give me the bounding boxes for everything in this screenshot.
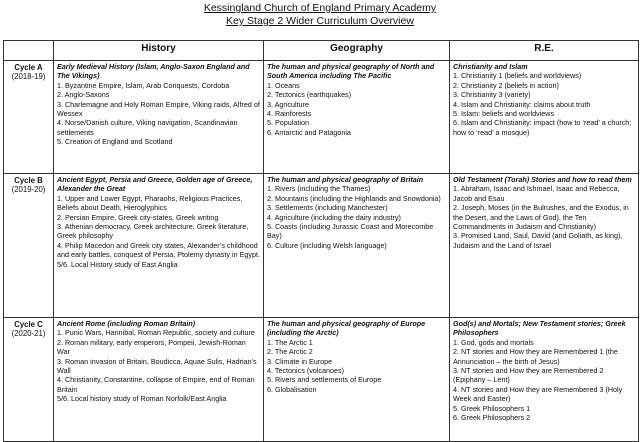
geography-cell [264,61,450,174]
geography-topic-heading: The human and physical geography of Britain [267,175,424,184]
history-item: 3. Athenian democracy, Greek architecture, Greek literature, Greek philosophy [57,222,249,241]
history-item: 2. Persian Empire, Greek city-states, Greek writing [57,212,219,222]
re-item: 1. God, gods and mortals [453,337,534,347]
column-header-history: History [54,41,264,61]
re-item: 3. Promised Land, Saul, David (and Goliath, as king), Judaism and the Land of Israel [453,231,623,250]
geography-topic-heading: The human and physical geography of North and South America including The Pacific [267,62,435,81]
cycle-name: Cycle C [14,320,43,329]
history-item: 1. Upper and Lower Egypt, Pharaohs, Religious Practices, Beliefs about Death, Hieroglyphics [57,193,243,213]
column-header-cycle [4,41,54,61]
table-row-cycle-c [4,318,639,442]
re-item: 3. NT stories and How they are Remembered 2 (Epiphany – Lent) [453,366,604,385]
re-item: 1. Abraham, Isaac and Ishmael, Isaac and Rebecca, Jacob and Esau [453,184,620,203]
geography-topic-heading: The human and physical geography of Europe (including the Arctic) [267,319,426,338]
re-item: 5. Greek Philosophers 1 [453,403,531,413]
re-topic-heading: Christianity and Islam [453,62,528,71]
geography-cell [264,174,450,318]
re-item: 6. Greek Philosophers 2 [453,413,531,423]
geography-item: 5. Population [267,118,309,128]
geography-item: 1. The Arctic 1 [267,337,313,347]
geography-item: 2. The Arctic 2 [267,347,313,357]
geography-item: 1. Rivers (including the Thames) [267,184,371,194]
re-cell [450,61,639,174]
history-item: 2. Roman military, early emperors, Pompeii, Jewish-Roman War [57,337,246,357]
re-cell [450,174,639,318]
re-item: 2. Joseph, Moses (in the Bulrushes, and the Exodus, in the Desert, and the Laws of God), the Ten Commandments in Judaism and Christianity) [453,203,629,232]
history-item: 4. Philip Macedon and Greek city states, Alexander’s childhood and early battles, conquest of Persia, Ptolemy dynasty in Egypt. [57,240,260,260]
history-cell [54,174,264,318]
history-item: 3. Roman invasion of Britain, Boudicca, Aquae Sulis, Hadrian’s Wall [57,356,257,376]
geography-item: 5. Rivers and settlements of Europe [267,375,382,385]
cycle-years: (2018-19) [11,72,46,82]
cycle-cell [4,318,54,442]
history-item: 3. Charlemagne and Holy Roman Empire, Viking raids, Alfred of Wessex [57,99,260,119]
document-header [0,0,640,28]
geography-item: 5. Coasts (including Jurassic Coast and Morecombe Bay) [267,222,434,241]
geography-item: 2. Mountains (including the Highlands and Snowdonia) [267,193,441,203]
history-item: 5. Creation of England and Scotland [57,137,173,147]
re-item: 2. Christianity 2 (beliefs in action) [453,80,559,90]
re-item: 6. Islam and Christianity: impact (how to ‘read’ a church; how to ‘read’ a mosque) [453,118,632,137]
geography-item: 4. Agriculture (including the dairy industry) [267,212,401,222]
history-item: 4. Norse/Danish culture, Viking navigation, Scandinavian settlements [57,118,238,137]
re-topic-heading: Old Testament (Torah) Stories and how to read them [453,175,632,184]
column-header-geography: Geography [264,41,450,61]
history-item: 1. Punic Wars, Hannibal, Roman Republic, society and culture [57,328,255,338]
geography-cell [264,318,450,442]
history-topic-heading: Ancient Egypt, Persia and Greece, Golden age of Greece, Alexander the Great [57,175,253,194]
history-topic-heading: Ancient Rome (including Roman Britain) [57,319,196,328]
re-item: 5. Islam: beliefs and worldviews [453,109,555,119]
document-title: Kessingland Church of England Primary Academy [203,2,437,14]
table-row-cycle-a [4,61,639,174]
table-header-row [4,41,639,61]
history-cell [54,318,264,442]
geography-item: 6. Globalisation [267,384,317,394]
history-cell [54,61,264,174]
cycle-years: (2020-21) [11,329,46,339]
history-item: 2. Anglo-Saxons [57,90,110,100]
geography-item: 3. Climate in Europe [267,356,333,366]
history-item: 1. Byzantine Empire, Islam, Arab Conquests, Cordoba [57,80,230,90]
cycle-cell [4,61,54,174]
cycle-cell [4,174,54,318]
geography-item: 4. Tectonics (volcanoes) [267,366,344,376]
geography-item: 2. Tectonics (earthquakes) [267,90,352,100]
cycle-name: Cycle A [14,63,43,72]
history-item: 4. Christianity, Constantine, collapse of Empire, end of Roman Britain [57,375,255,394]
re-item: 1. Christianity 1 (beliefs and worldviews) [453,71,582,81]
geography-item: 4. Rainforests [267,109,312,119]
geography-item: 3. Agriculture [267,99,309,109]
cycle-name: Cycle B [14,176,43,185]
re-cell [450,318,639,442]
curriculum-table [3,40,639,442]
cycle-years: (2019-20) [11,185,46,195]
geography-item: 6. Culture (including Welsh language) [267,240,387,250]
geography-item: 3. Settlements (including Manchester) [267,203,388,213]
geography-item: 1. Oceans [267,80,300,90]
history-item: 5/6. Local History study of East Anglia [57,259,178,269]
document-subtitle: Key Stage 2 Wider Curriculum Overview [226,15,414,27]
table-row-cycle-b [4,174,639,318]
column-header-re: R.E. [450,41,639,61]
geography-item: 6. Antarctic and Patagonia [267,127,351,137]
re-topic-heading: God(s) and Mortals; New Testament stories; Greek Philosophers [453,319,626,338]
re-item: 4. NT stories and How they are Remembered 3 (Holy Week and Easter) [453,384,623,404]
re-item: 3. Christianity 3 (variety) [453,90,531,100]
history-topic-heading: Early Medieval History (Islam, Anglo-Saxon England and The Vikings) [57,62,250,81]
re-item: 2. NT stories and How they are Remembered 1 (the Annunciation – the birth of Jesus) [453,347,618,366]
re-item: 4. Islam and Christianity: claims about truth [453,99,591,109]
history-item: 5/6. Local history study of Roman Norfolk/East Anglia [57,394,227,404]
